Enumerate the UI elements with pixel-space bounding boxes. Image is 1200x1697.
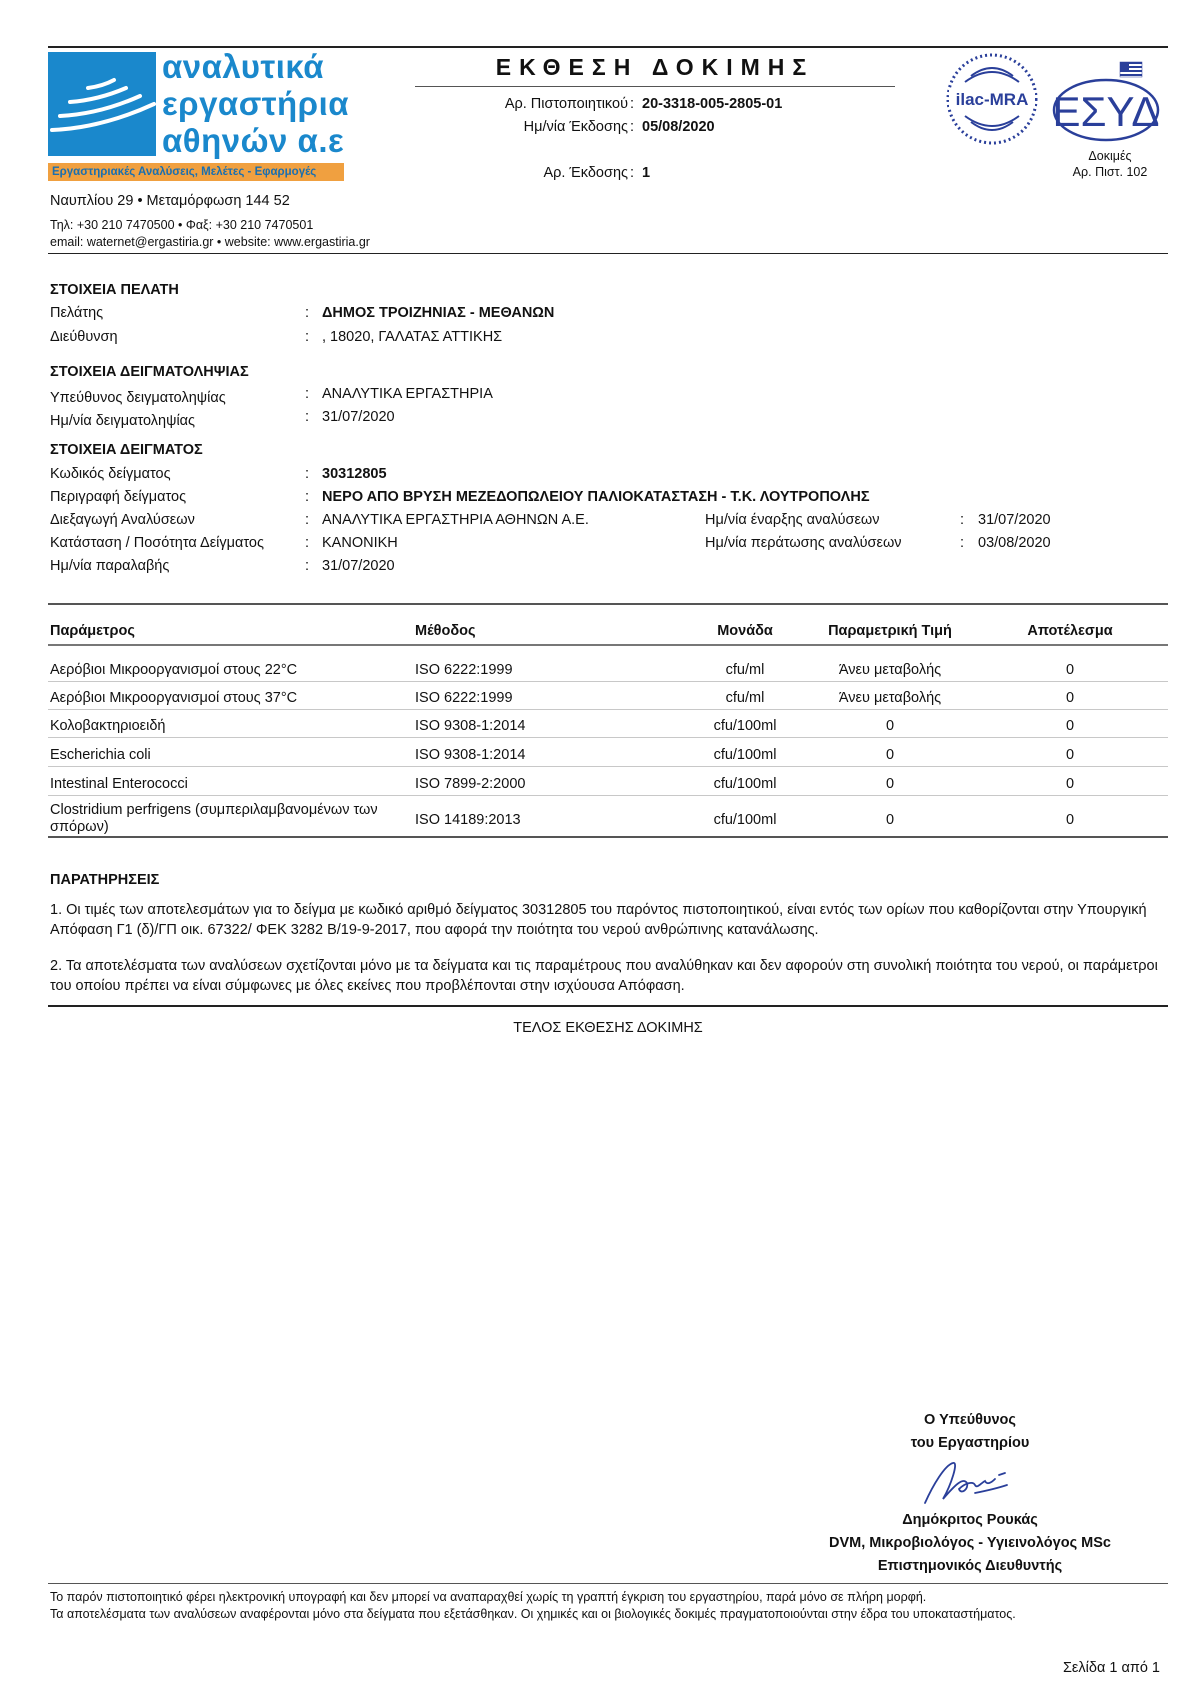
analysis-start-label: Ημ/νία έναρξης αναλύσεων — [705, 512, 880, 528]
cell-parametric-value: 0 — [885, 812, 895, 828]
cell-parameter: Escherichia coli — [50, 747, 151, 763]
separator: : — [630, 165, 635, 181]
company-phone-fax: Τηλ: +30 210 7470500 • Φαξ: +30 210 7470501 — [50, 218, 314, 232]
table-bottom-rule — [48, 836, 1168, 838]
cell-parameter: Αερόβιοι Μικροοργανισμοί στους 37°C — [50, 690, 298, 706]
client-section-title: ΣΤΟΙΧΕΙΑ ΠΕΛΑΤΗ — [50, 282, 179, 298]
client-address-label: Διεύθυνση — [50, 329, 118, 345]
row-divider — [48, 737, 1168, 738]
ilac-mra-logo — [945, 52, 1039, 146]
notes-bottom-rule — [48, 1005, 1168, 1007]
signatory-title-2: Επιστημονικός Διευθυντής — [877, 1558, 1063, 1574]
cell-unit: cfu/100ml — [713, 718, 777, 734]
cell-result: 0 — [1065, 662, 1075, 678]
esyd-icon — [1050, 58, 1162, 148]
analysis-conducted-label: Διεξαγωγή Αναλύσεων — [50, 512, 195, 528]
cell-result: 0 — [1065, 747, 1075, 763]
row-divider — [48, 681, 1168, 682]
sample-condition-value: ΚΑΝΟΝΙΚΗ — [322, 535, 398, 551]
column-header-method: Μέθοδος — [415, 623, 476, 639]
company-address: Ναυπλίου 29 • Μεταμόρφωση 144 52 — [50, 193, 290, 209]
cell-result: 0 — [1065, 718, 1075, 734]
cell-parametric-value: 0 — [885, 776, 895, 792]
sampling-section-title: ΣΤΟΙΧΕΙΑ ΔΕΙΓΜΑΤΟΛΗΨΙΑΣ — [50, 364, 249, 380]
client-label: Πελάτης — [50, 305, 104, 321]
column-header-parametric-value: Παραμετρική Τιμή — [828, 623, 952, 639]
cell-unit: cfu/ml — [725, 662, 765, 678]
sampling-responsible-value: ΑΝΑΛΥΤΙΚΑ ΕΡΓΑΣΤΗΡΙΑ — [322, 386, 493, 402]
footer-rule — [48, 1583, 1168, 1584]
cell-method: ISO 7899-2:2000 — [415, 776, 526, 792]
esyd-caption-line: Δοκιμές — [1088, 149, 1132, 163]
ilac-text: ilac-MRA — [955, 90, 1029, 109]
esyd-caption-line: Αρ. Πιστ. 102 — [1072, 165, 1148, 179]
sampling-date-value: 31/07/2020 — [322, 409, 395, 425]
cell-method: ISO 6222:1999 — [415, 690, 513, 706]
cell-parametric-value: Άνευ μεταβολής — [838, 662, 942, 678]
separator: : — [305, 329, 310, 345]
sample-description-label: Περιγραφή δείγματος — [50, 489, 187, 505]
separator: : — [630, 96, 635, 112]
analysis-conducted-value: ΑΝΑΛΥΤΙΚΑ ΕΡΓΑΣΤΗΡΙΑ ΑΘΗΝΩΝ Α.Ε. — [322, 512, 589, 528]
column-header-parameter: Παράμετρος — [50, 623, 135, 639]
sample-description-value: ΝΕΡΟ ΑΠΟ ΒΡΥΣΗ ΜΕΖΕΔΟΠΩΛΕΙΟΥ ΠΑΛΙΟΚΑΤΑΣΤΑΣΗ - Τ.Κ. ΛΟΥΤΡΟΠΟΛΗΣ — [322, 489, 870, 505]
footer-disclaimer-2: Τα αποτελέσματα των αναλύσεων αναφέρονται μόνο στα δείγματα που εξετάσθηκαν. Οι χημικές και οι βιολογικές δοκιμές πραγματοποιούνται στην έδρα του υποκαταστήματος. — [50, 1607, 1016, 1621]
separator: : — [305, 512, 310, 528]
signatory-name: Δημόκριτος Ρουκάς — [902, 1512, 1038, 1528]
cell-result: 0 — [1065, 776, 1075, 792]
certificate-number: 20-3318-005-2805-01 — [642, 96, 783, 112]
separator: : — [305, 386, 310, 402]
company-logo-text — [162, 48, 349, 159]
cell-parameter: Αερόβιοι Μικροοργανισμοί στους 22°C — [50, 662, 298, 678]
separator: : — [305, 535, 310, 551]
row-divider — [48, 795, 1168, 796]
table-top-rule — [48, 603, 1168, 605]
note-item: 1. Οι τιμές των αποτελεσμάτων για το δείγμα με κωδικό αριθμό δείγματος 30312805 του παρόντος πιστοποιητικού, είναι εντός των ορίων που καθορίζονται στην Υπουργική Απόφαση Γ1 (δ)/ΓΠ οικ. 67322/ ΦΕΚ 3282 Β/19-9-2017, που αφορά την ποιότητα του νερού ανθρώπινης κατανάλωσης. — [50, 902, 1147, 938]
waves-icon — [48, 52, 156, 156]
cell-unit: cfu/100ml — [713, 776, 777, 792]
note-item: 2. Τα αποτελέσματα των αναλύσεων σχετίζονται μόνο με τα δείγματα και τις παραμέτρους που αναλύθηκαν και δεν αφορούν στη συνολική ποιότητα του νερού, οι παράμετροι του οποίου πρέπει να είναι σύμφωνες με όλες εκείνες που προβλέπονται στην ισχύουσα Απόφαση. — [50, 958, 1158, 994]
sample-condition-label: Κατάσταση / Ποσότητα Δείγματος — [50, 535, 264, 551]
client-address-value: , 18020, ΓΑΛΑΤΑΣ ΑΤΤΙΚΗΣ — [322, 329, 503, 345]
cell-unit: cfu/ml — [725, 690, 765, 706]
title-underline — [415, 86, 895, 87]
cell-result: 0 — [1065, 690, 1075, 706]
separator: : — [630, 119, 635, 135]
handwritten-signature — [915, 1455, 1015, 1510]
issue-number-label: Αρ. Έκδοσης — [543, 165, 628, 181]
cell-parameter: Clostridium perfrigens (συμπεριλαμβανομένων των σπόρων) — [50, 802, 378, 835]
certificate-label: Αρ. Πιστοποιητικού — [504, 96, 628, 112]
sample-code-value: 30312805 — [322, 466, 387, 482]
cell-unit: cfu/100ml — [713, 747, 777, 763]
sampling-date-label: Ημ/νία δειγματοληψίας — [50, 413, 196, 429]
row-divider — [48, 709, 1168, 710]
greek-flag-icon — [1120, 62, 1142, 77]
page-title: ΕΚΘΕΣΗ ΔΟΚΙΜΗΣ — [495, 54, 815, 80]
signature-heading-2: του Εργαστηρίου — [910, 1435, 1030, 1451]
separator: : — [305, 409, 310, 425]
cell-unit: cfu/100ml — [713, 812, 777, 828]
header-bottom-rule — [48, 253, 1168, 254]
ilac-mra-icon — [945, 52, 1039, 146]
table-header-rule — [48, 644, 1168, 646]
company-tagline: Εργαστηριακές Αναλύσεις, Μελέτες - Εφαρμογές — [48, 163, 344, 181]
sample-received-label: Ημ/νία παραλαβής — [50, 558, 170, 574]
sample-code-label: Κωδικός δείγματος — [50, 466, 171, 482]
cell-parametric-value: 0 — [885, 718, 895, 734]
sample-received-value: 31/07/2020 — [322, 558, 395, 574]
issue-number: 1 — [642, 165, 651, 181]
esyd-logo — [1050, 58, 1162, 148]
cell-method: ISO 6222:1999 — [415, 662, 513, 678]
esyd-text: ΕΣΥΔ — [1052, 88, 1160, 135]
cell-method: ISO 14189:2013 — [415, 812, 521, 828]
separator: : — [305, 558, 310, 574]
notes-title: ΠΑΡΑΤΗΡΗΣΕΙΣ — [50, 872, 160, 888]
analysis-start-value: 31/07/2020 — [978, 512, 1051, 528]
signatory-title-1: DVM, Μικροβιολόγος - Υγιεινολόγος MSc — [829, 1535, 1111, 1551]
column-header-unit: Μονάδα — [717, 623, 773, 639]
company-logo-mark — [48, 52, 156, 156]
separator: : — [305, 466, 310, 482]
logo-line: αναλυτικά — [162, 48, 324, 85]
separator: : — [305, 305, 310, 321]
client-value: ΔΗΜΟΣ ΤΡΟΙΖΗΝΙΑΣ - ΜΕΘΑΝΩΝ — [322, 305, 555, 321]
cell-parameter: Intestinal Enterococci — [50, 776, 188, 792]
cell-parametric-value: Άνευ μεταβολής — [838, 690, 942, 706]
cell-parametric-value: 0 — [885, 747, 895, 763]
separator: : — [960, 535, 965, 551]
sample-section-title: ΣΤΟΙΧΕΙΑ ΔΕΙΓΜΑΤΟΣ — [50, 442, 203, 458]
issue-date: 05/08/2020 — [642, 119, 715, 135]
logo-line: εργαστήρια — [162, 85, 350, 122]
separator: : — [960, 512, 965, 528]
issue-date-label: Ημ/νία Έκδοσης — [523, 119, 628, 135]
column-header-result: Αποτέλεσμα — [1027, 623, 1113, 639]
footer-disclaimer-1: Το παρόν πιστοποιητικό φέρει ηλεκτρονική υπογραφή και δεν μπορεί να αναπαραχθεί χωρίς τη γραπτή έγκριση του εργαστηρίου, παρά μόνο σε πλήρη μορφή. — [50, 1590, 927, 1604]
separator: : — [305, 489, 310, 505]
sampling-responsible-label: Υπεύθυνος δειγματοληψίας — [50, 390, 226, 406]
cell-method: ISO 9308-1:2014 — [415, 747, 526, 763]
signature-heading-1: Ο Υπεύθυνος — [924, 1412, 1016, 1428]
cell-method: ISO 9308-1:2014 — [415, 718, 526, 734]
signature-icon — [915, 1455, 1015, 1510]
esyd-caption — [1050, 148, 1170, 180]
analysis-end-value: 03/08/2020 — [978, 535, 1051, 551]
company-email-web: email: waternet@ergastiria.gr • website: www.ergastiria.gr — [50, 235, 370, 249]
end-of-report: ΤΕΛΟΣ ΕΚΘΕΣΗΣ ΔΟΚΙΜΗΣ — [513, 1020, 703, 1036]
cell-parameter: Κολοβακτηριοειδή — [50, 718, 166, 734]
cell-result: 0 — [1065, 812, 1075, 828]
analysis-end-label: Ημ/νία περάτωσης αναλύσεων — [705, 535, 902, 551]
row-divider — [48, 766, 1168, 767]
page-number: Σελίδα 1 από 1 — [1062, 1660, 1160, 1676]
logo-line: αθηνών α.ε — [162, 122, 345, 159]
